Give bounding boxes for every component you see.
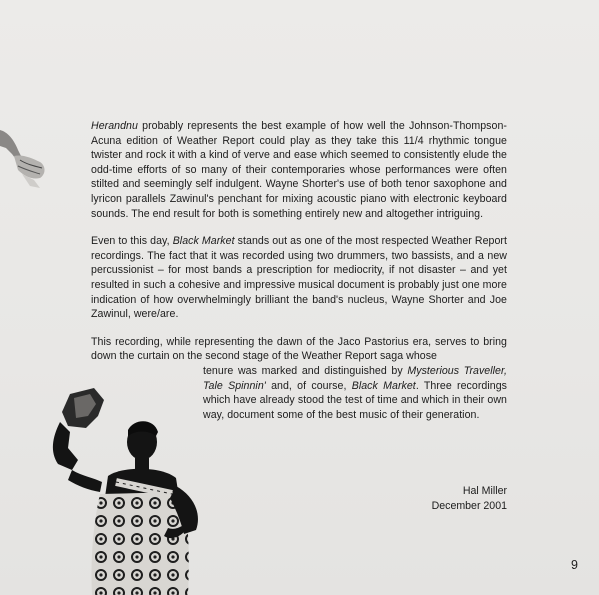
album-title-2: Black Market <box>351 379 416 392</box>
paragraph-3-mid: and, of course, <box>265 379 352 392</box>
track-title: Herandnu <box>91 120 138 132</box>
paragraph-3-indent-lead: tenure was marked and distinguished by <box>203 364 408 377</box>
paragraph-2-text: stands out as one of the most respected Weather Report recordings. The fact that it was recorded using two drummers, two bassists, and a new percussionist – for most bands a prescription for mediocrity, if not disaster – and yet resulted in such a cohesive and impressive musical document is probably just one more indication of how overwhelmingly brilliant the band's nucleus, Wayne Shorter and Joe Zawinul, were/are. <box>91 235 508 321</box>
author-date: December 2001 <box>431 499 507 512</box>
page-number: 9 <box>571 558 578 572</box>
paragraph-1-text: probably represents the best example of how well the Johnson-Thompson-Acuna edition of Weather Report could play as they take this 11/4 rhythmic tongue twister and rock it with a kind of verve and ease which seemed to consistently elude the odd-time efforts of so many of their contemporaries whose performances were often stilted and seemingly self indulgent. Wayne Shorter's use of both tenor saxophone and lyricon parallels Zawinul's penchant for mixing acoustic piano with electronic keyboard sounds. The end result for both is something entirely new and altogether intriguing. <box>91 120 507 220</box>
statue-figure-image <box>38 386 228 595</box>
album-title: Black Market <box>172 235 235 248</box>
album-titles: Mysterious Traveller, Tale Spinnin' <box>203 364 507 392</box>
signature-block <box>432 484 507 513</box>
paragraph-3-text: . Three recordings which have already stood the test of time and which in their own way, document some of the best music of their generation. <box>203 379 508 421</box>
partial-figure-image <box>0 118 50 198</box>
paragraph-1 <box>91 119 507 221</box>
author-name: Hal Miller <box>462 485 507 497</box>
paragraph-2-lead: Even to this day, <box>91 235 173 248</box>
paragraph-3-full-width: This recording, while representing the dawn of the Jaco Pastorius era, serves to bring down the curtain on the second stage of the Weather Report saga whose <box>91 335 507 363</box>
paragraph-2 <box>91 234 507 322</box>
paragraph-3-indented <box>203 364 507 422</box>
